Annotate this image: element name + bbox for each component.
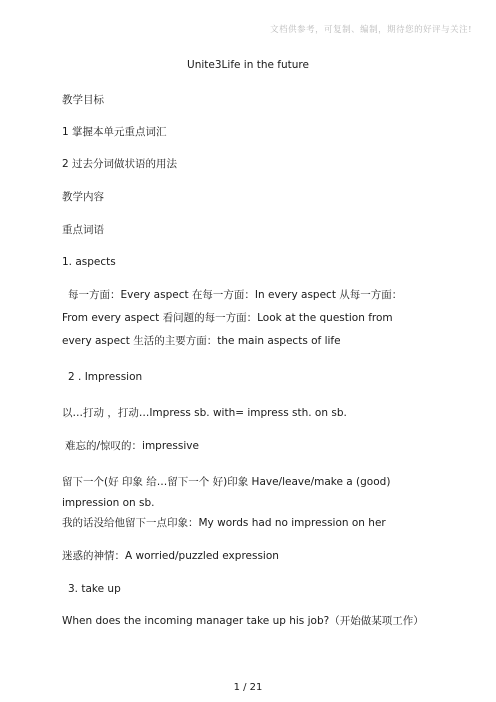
vocab-heading: 3. take up: [68, 583, 121, 595]
objective-item: 2 过去分词做状语的用法: [62, 158, 178, 170]
text-line: 留下一个(好 印象 给…留下一个 好)印象 Have/leave/make a (good): [62, 476, 391, 488]
section-heading-vocabulary: 重点词语: [62, 224, 104, 236]
text-line: every aspect 生活的主要方面：the main aspects of life: [62, 335, 341, 347]
text-line: 我的话没给他留下一点印象：My words had no impression on her: [62, 517, 386, 529]
text-line: 迷惑的神情：A worried/puzzled expression: [62, 550, 279, 562]
page-number: 1 / 21: [233, 682, 263, 693]
text-line: 难忘的/惊叹的：impressive: [65, 440, 199, 452]
text-line: When does the incoming manager take up his job?（开始做某项工作）: [62, 615, 424, 627]
objective-item: 1 掌握本单元重点词汇: [62, 126, 167, 138]
text-line: 每一方面：Every aspect 在每一方面：In every aspect 从每一方面：: [68, 289, 403, 301]
section-heading-objectives: 教学目标: [62, 94, 104, 106]
text-line: impression on sb.: [62, 497, 155, 509]
section-heading-content: 教学内容: [62, 191, 104, 203]
text-line: 以…打动 ，打动…Impress sb. with= impress sth. on sb.: [62, 407, 347, 419]
text-line: From every aspect 看问题的每一方面：Look at the question from: [62, 312, 393, 324]
vocab-heading: 1. aspects: [62, 256, 116, 268]
vocab-heading: 2 . Impression: [68, 371, 143, 383]
header-watermark: 文档供参考，可复制、编制，期待您的好评与关注!: [270, 25, 472, 35]
document-title: Unite3Life in the future: [187, 59, 309, 71]
